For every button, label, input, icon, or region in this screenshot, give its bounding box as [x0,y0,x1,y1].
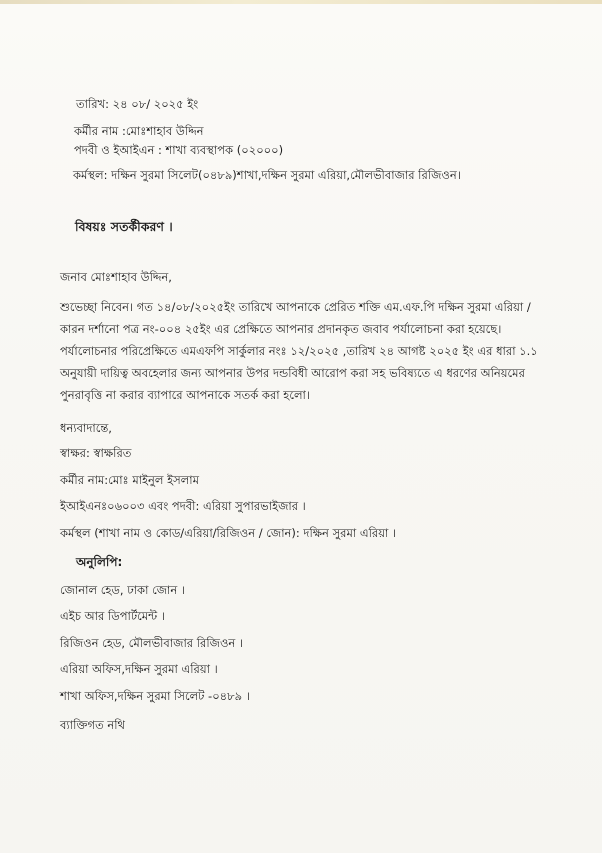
employee-name: কর্মীর নাম :মোঃশাহাব উদ্দিন [74,124,204,138]
copy-item: শাখা অফিস,দক্ষিন সুরমা সিলেট -০৪৮৯ । [60,689,250,703]
copy-item: রিজিওন হেড, মৌলভীবাজার রিজিওন । [60,636,244,650]
employee-workplace: কর্মস্থল: দক্ষিন সুরমা সিলেট(০৪৮৯)শাখা,দক্ষিন সুরমা এরিয়া,মৌলভীবাজার রিজিওন। [73,168,461,182]
signature-line: স্বাক্ষর: স্বাক্ষরিত [60,446,132,460]
letter-subject: বিষয়ঃ সতর্কীকরণ । [75,219,173,234]
letter-date: তারিখ: ২৪ ০৮/ ২০২৫ ইং [76,97,199,111]
letter-body: শুভেচ্ছা নিবেন। গত ১৪/০৮/২০২৫ইং তারিখে আপনাকে প্রেরিত শক্তি এম.এফ.পি দক্ষিন সুরমা এরিয়া /কারন দর্শানো পত্র নং-০০৪ ২৫ইং এর প্রেক্ষিতে আপনার প্রদানকৃত জবাব পর্যালোচনা করা হয়েছে। পর্যালোচনার পরিপ্রেক্ষিতে এমএফপি সার্কুলার নংঃ ১২/২০২৫ ,তারিখ ২৪ আগষ্ট ২০২৫ ইং এর ধারা ১.১ অনুযায়ী দায়িত্ব অবহেলার জন্য আপনার উপর দন্ডবিধী আরোপ করা সহ ভবিষ্যতে এ ধরণের অনিয়মের পুনরাবৃত্তি না করার ব্যাপারে আপনাকে সতর্ক করা হলো। [60,300,538,402]
closing-thanks: ধন্যবাদান্তে, [60,421,112,435]
copy-item: এইচ আর ডিপার্টমেন্ট । [60,609,165,623]
signer-ein-designation: ইআইএনঃ০৬০০৩ এবং পদবী: এরিয়া সুপারভাইজার । [60,499,306,513]
signer-workplace: কর্মস্থল (শাখা নাম ও কোড/এরিয়া/রিজিওন / জোন): দক্ষিন সুরমা এরিয়া । [60,526,397,540]
copy-item: জোনাল হেড, ঢাকা জোন । [60,583,185,597]
copies-title: অনুলিপি: [76,555,123,569]
page-top-edge [0,0,602,4]
letter-salutation: জনাব মোঃশাহাব উদ্দিন, [60,270,172,284]
copy-item: ব্যাক্তিগত নথি [60,718,125,732]
signer-name: কর্মীর নাম:মোঃ মাইনুল ইসলাম [60,473,199,487]
employee-designation: পদবী ও ইআইএন : শাখা ব্যবস্থাপক (০২০০০) [74,143,284,157]
copy-item: এরিয়া অফিস,দক্ষিন সুরমা এরিয়া । [60,662,218,676]
